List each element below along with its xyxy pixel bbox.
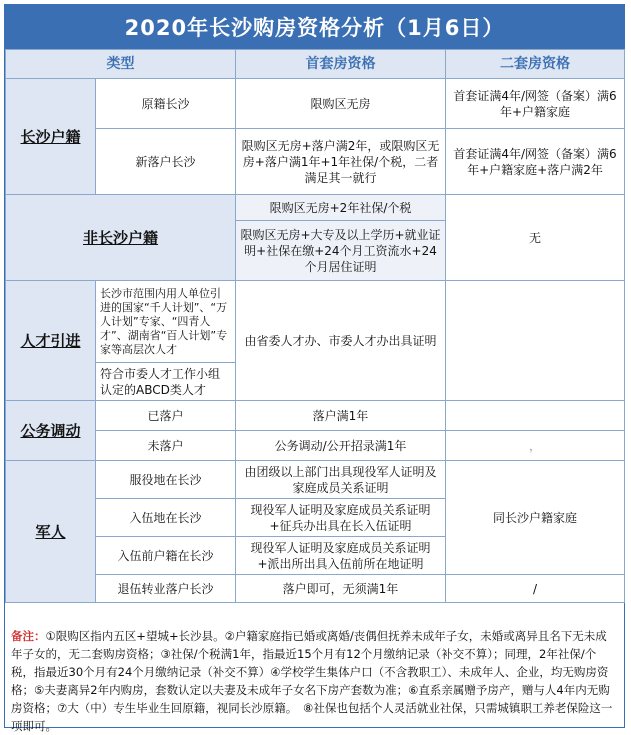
sub-type: 服役地在长沙 [96,461,236,499]
table-row [6,431,625,461]
first-cell: 落户即可，无须满1年 [236,575,446,603]
header-first: 首套房资格 [236,50,446,79]
table-row [6,129,625,195]
table-row [6,401,625,431]
second-cell: 首套证满4年/网签（备案）满6年+户籍家庭 [446,79,625,129]
first-cell: 限购区无房+2年社保/个税 [236,195,446,221]
first-cell: 由省委人才办、市委人才办出具证明 [236,281,446,401]
table-row [6,281,625,363]
category-official: 公务调动 [6,401,96,461]
note-block [5,605,624,735]
first-cell: 现役军人证明及家庭成员关系证明+派出所出具入伍前所在地证明 [236,537,446,575]
category-changsha: 长沙户籍 [6,79,96,195]
sub-type: 长沙市范围内用人单位引进的国家“千人计划”、“万人计划”专家、“四青人才”、湖南省“百人计划”专家等高层次人才 [96,281,236,363]
table-row [6,575,625,603]
document-frame [4,4,625,733]
first-cell: 由团级以上部门出具现役军人证明及家庭成员关系证明 [236,461,446,499]
header-row [6,50,625,79]
first-cell: 现役军人证明及家庭成员关系证明+征兵办出具在长入伍证明 [236,499,446,537]
sub-type: 入伍地在长沙 [96,499,236,537]
qualification-table [5,49,625,603]
page-title: 2020年长沙购房资格分析（1月6日） [5,5,624,49]
second-cell [446,401,625,431]
note-label: 备注： [11,629,46,643]
second-cell: / [446,575,625,603]
first-cell: 落户满1年 [236,401,446,431]
table-row [6,79,625,129]
first-cell: 公务调动/公开招录满1年 [236,431,446,461]
sub-type: 未落户 [96,431,236,461]
first-cell: 限购区无房+大专及以上学历+就业证明+社保在缴+24个月工资流水+24个月居住证明 [236,221,446,281]
header-type: 类型 [6,50,236,79]
sub-type: 新落户长沙 [96,129,236,195]
second-cell: 首套证满4年/网签（备案）满6年+户籍家庭+落户满2年 [446,129,625,195]
second-cell: ， [446,431,625,461]
second-cell: 同长沙户籍家庭 [446,461,625,575]
second-cell: 无 [446,195,625,281]
category-military: 军人 [6,461,96,603]
table-row [6,461,625,499]
first-cell: 限购区无房+落户满2年，或限购区无房+落户满1年+1年社保/个税，二者满足其一就行 [236,129,446,195]
sub-type: 入伍前户籍在长沙 [96,537,236,575]
header-second: 二套房资格 [446,50,625,79]
category-talent: 人才引进 [6,281,96,401]
category-non-changsha: 非长沙户籍 [6,195,236,281]
sub-type: 原籍长沙 [96,79,236,129]
sub-type: 已落户 [96,401,236,431]
first-cell: 限购区无房 [236,79,446,129]
second-cell [446,281,625,401]
sub-type: 符合市委人才工作小组认定的ABCD类人才 [96,363,236,401]
note-text: ①限购区指内五区+望城+长沙县。②户籍家庭指已婚或离婚/丧偶但抚养未成年子女，未婚或离异且名下无未成年子女的，无二套购房资格；③社保/个税满1年，指最近15个月有12个月缴纳记录（补交不算）；同理，2年社保/个税，指最近30个月有24个月缴纳记录（补交不算）④学校学生集体户口（不含教职工）、未成年人、企业，均无购房资格；⑤夫妻离异2年内购房，套数认定以夫妻及未成年子女名下房产套数为准；⑥直系亲属赠予房产，赠与人4年内无购房资格；⑦大（中）专生毕业生回原籍，视同长沙原籍。 ⑧社保也包括个人灵活就业社保，只需城镇职工养老保险这一项即可。 [11,629,613,733]
table-row [6,195,625,221]
sub-type: 退伍转业落户长沙 [96,575,236,603]
